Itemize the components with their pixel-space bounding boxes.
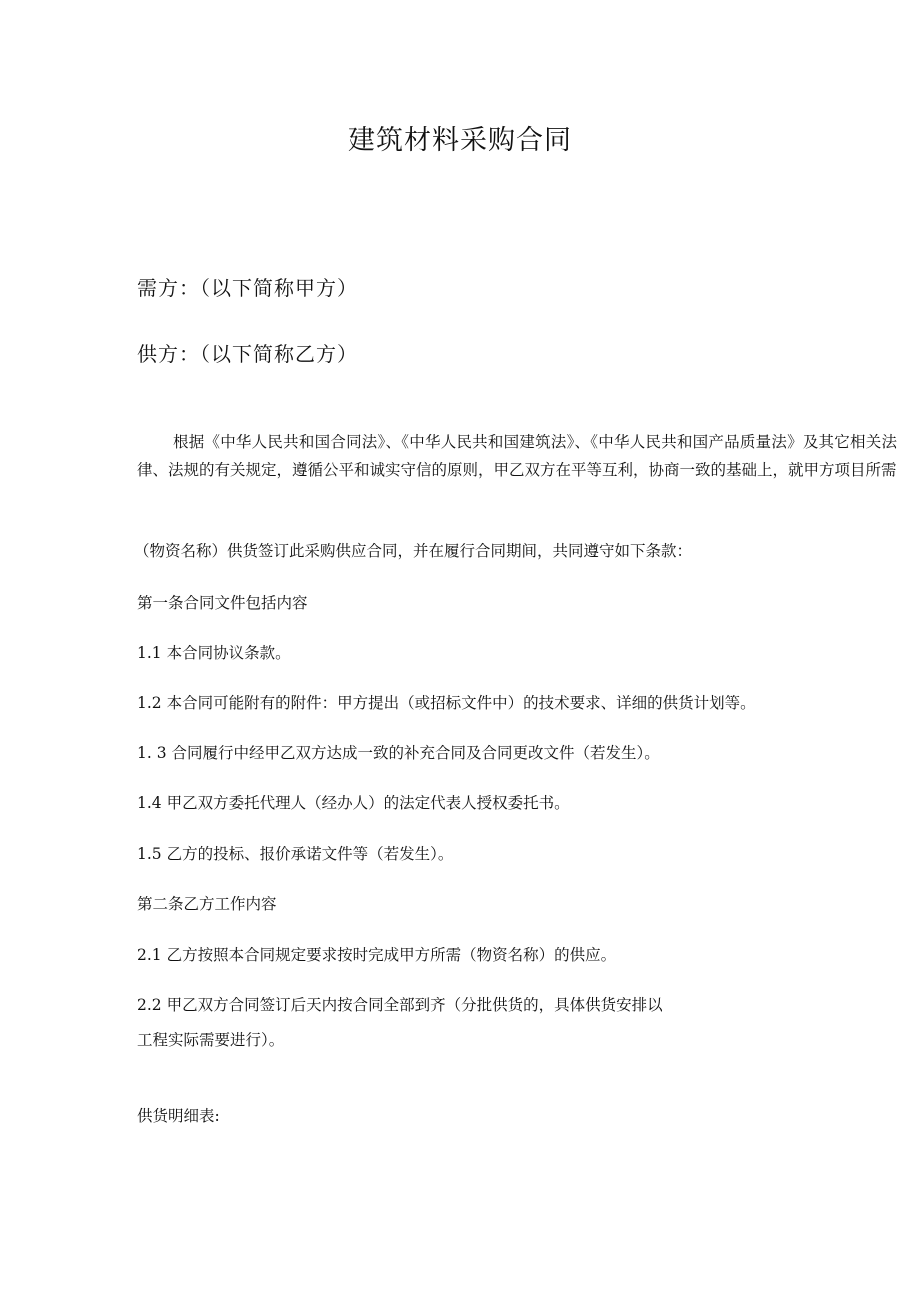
supply-table-label: 供货明细表: (137, 1107, 220, 1125)
clause-1-1: 1.1 本合同协议条款。 (137, 644, 291, 662)
clause-1-5: 1.5 乙方的投标、报价承诺文件等（若发生）。 (137, 845, 454, 863)
clause-2-2-continuation: 工程实际需要进行）。 (137, 1031, 285, 1049)
supplier-line: 供方：（以下简称乙方） (137, 342, 358, 366)
buyer-line: 需方：（以下简称甲方） (137, 276, 358, 300)
clause-1-4: 1.4 甲乙双方委托代理人（经办人）的法定代表人授权委托书。 (137, 794, 570, 812)
clause-1-2: 1.2 本合同可能附有的附件：甲方提出（或招标文件中）的技术要求、详细的供货计划等。 (137, 694, 756, 712)
clause-2-2: 2.2 甲乙双方合同签订后天内按合同全部到齐（分批供货的，具体供货安排以 (137, 996, 663, 1014)
article-2-heading: 第二条乙方工作内容 (137, 895, 277, 913)
clause-1-3: 1. 3 合同履行中经甲乙双方达成一致的补充合同及合同更改文件（若发生）。 (137, 744, 660, 762)
clause-2-1: 2.1 乙方按照本合同规定要求按时完成甲方所需（物资名称）的供应。 (137, 946, 617, 964)
document-title: 建筑材料采购合同 (348, 125, 572, 156)
preamble-continuation: （物资名称）供货签订此采购供应合同，并在履行合同期间，共同遵守如下条款： (134, 542, 693, 560)
preamble-paragraph: 根据《中华人民共和国合同法》、《中华人民共和国建筑法》、《中华人民共和国产品质量法》及其它相关法律、法规的有关规定，遵循公平和诚实守信的原则，甲乙双方在平等互利，协商一致的基础上，就甲方项目所需 (137, 433, 897, 479)
article-1-heading: 第一条合同文件包括内容 (137, 594, 308, 612)
